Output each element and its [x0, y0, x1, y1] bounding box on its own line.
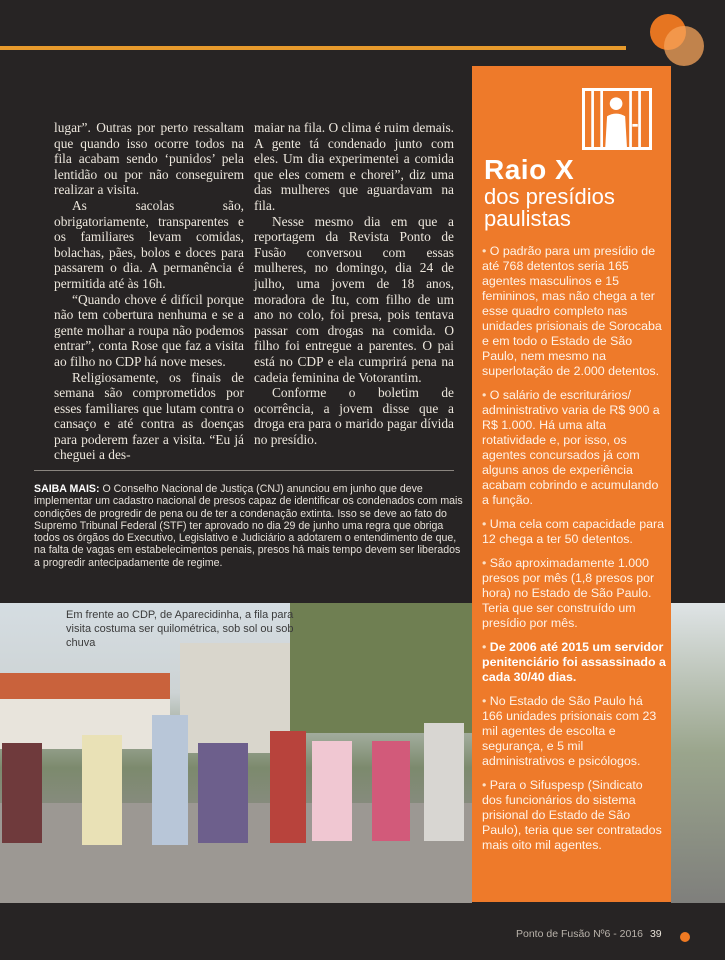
article-column-1	[54, 120, 244, 463]
paragraph: As sacolas são, obrigatoriamente, transparentes e os familiares levam comidas, bolachas, pães, bolos e doces para passarem o dia. A permanência é permitida até às 16h.	[54, 197, 244, 291]
list-item: • De 2006 até 2015 um servidor penitenciário foi assassinado a cada 30/40 dias.	[482, 640, 666, 684]
photo-continuation	[671, 603, 725, 903]
list-item: • Uma cela com capacidade para 12 chega a ter 50 detentos.	[482, 517, 665, 546]
raio-x-sidebar	[472, 66, 671, 902]
saiba-mais-text: O Conselho Nacional de Justiça (CNJ) anunciou em junho que deve implementar um cadastro nacional de presos capaz de identificar os condenados com mais condições de progredir de pena ou de ter a condenação extinta. Isso se deve ao fato do Supremo Tribunal Federal (STF) ter aprovado no dia 29 de junho uma regra que obriga todos os órgãos do Executivo, Legislativo e Judiciário a adotarem o entendimento de que, na falta de vagas em estabelecimentos penais, presos há mais tempo devem ser liberados a progredir antecipadamente de regime.	[34, 483, 463, 569]
paragraph: Religiosamente, os finais de semana são comprometidos por esses familiares que lutam contra o cansaço e até contra as doenças para poderem fazer a visita. “Eu já cheguei a des-	[54, 369, 244, 463]
footer-dot-icon	[680, 932, 690, 942]
issue-number: Nº6 - 2016	[593, 928, 644, 940]
paragraph: lugar”. Outras por perto ressaltam que quando isso ocorre todos na fila acabam sendo ‘punidos’ pela lentidão ou por não conseguirem realizar a visita.	[54, 120, 244, 198]
sidebar-subtitle: dos presídios paulistas	[484, 184, 615, 231]
photo-caption: Em frente ao CDP, de Aparecidinha, a fila para visita costuma ser quilométrica, sob sol ou sob chuva	[66, 609, 294, 649]
article-column-2	[254, 120, 454, 447]
page-footer	[516, 928, 662, 940]
saiba-mais-box	[34, 483, 464, 569]
header-rule	[0, 46, 626, 50]
list-item: • Para o Sifuspesp (Sindicato dos funcionários do sistema prisional do Estado de São Paulo), teria que ser contratados mais oito mil agentes.	[482, 778, 662, 852]
list-item: • No Estado de São Paulo há 166 unidades prisionais com 23 mil agentes de escolta e segurança, e 5 mil administrativos e psicólogos.	[482, 694, 657, 768]
list-item: • O salário de escriturários/ administrativo varia de R$ 900 a R$ 1.000. Há uma alta rotatividade e, por isso, os agentes concursados já com alguns anos de experiência acabam cobrindo e acumulando a função.	[482, 388, 660, 507]
paragraph: Nesse mesmo dia em que a reportagem da Revista Ponto de Fusão conversou com essas mulheres, no domingo, dia 24 de julho, uma jovem de 18 anos, moradora de Itu, com filho de um ano no colo, foi presa, pois tentava passar com drogas na comida. O filho foi entregue a parentes. O pai está no CDP e ela cumprirá pena na cadeia feminina de Votorantim.	[254, 213, 454, 385]
publication-name: Ponto de Fusão	[516, 928, 591, 940]
paragraph: maiar na fila. O clima é ruim demais. A gente tá condenado junto com eles. Um dia experimentei a comida que eles comem e chorei”, diz uma das mulheres que aguardavam na fila.	[254, 120, 454, 213]
section-divider	[34, 470, 454, 471]
sidebar-title: Raio X	[484, 154, 575, 185]
brand-circles-icon	[648, 12, 708, 68]
paragraph: Conforme o boletim de ocorrência, a jovem disse que a droga era para o marido pagar dívida no presídio.	[254, 385, 454, 447]
list-item: • São aproximadamente 1.000 presos por mês (1,8 presos por hora) no Estado de São Paulo. Teria que ser construído um presídio por mês.	[482, 556, 655, 630]
list-item: • O padrão para um presídio de até 768 detentos seria 165 agentes masculinos e 15 femininos, mas não chega a ter esse quadro completo nas unidades prisionais de Sorocaba e em todo o Estado de São Paulo, nem mesmo na superlotação de 2.000 detentos.	[482, 244, 662, 378]
paragraph: “Quando chove é difícil porque não tem cobertura nenhuma e se a gente molhar a roupa não podemos entrar”, conta Rose que faz a visita ao filho no CDP há nove meses.	[54, 291, 244, 369]
sidebar-list	[482, 244, 666, 862]
prisoner-behind-bars-icon	[582, 88, 652, 150]
saiba-mais-label: SAIBA MAIS:	[34, 483, 100, 495]
page-number: 39	[649, 928, 662, 940]
